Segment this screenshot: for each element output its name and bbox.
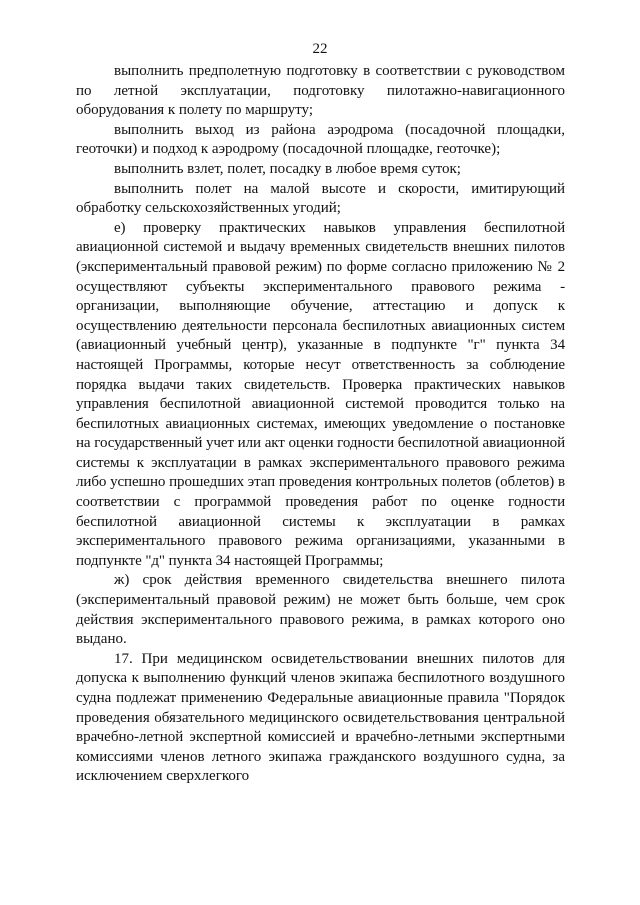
paragraph-item-e-skills-check: е) проверку практических навыков управления беспилотной авиационной системой и выдачу временных свидетельств внешних пилотов (экспериментальный правовой режим) по форме согласно приложению № 2 осуществляют субъекты экспериментального правового режима - организации, выполняющие обучение, аттестацию и допуск к осуществлению деятельности персонала беспилотных авиационных систем (авиационный учебный центр), указанные в подпункте "г" пункта 34 настоящей Программы, которые несут ответственность за соблюдение порядка выдачи таких свидетельств. Проверка практических навыков управления беспилотной авиационной системой проводится только на беспилотных авиационных системах, имеющих уведомление о постановке на государственный учет или акт оценки годности беспилотной авиационной системы к эксплуатации в рамках экспериментального правового режима либо успешно прошедших этап проведения контрольных полетов (облетов) в соответствии с программой проведения работ по оценке годности беспилотной авиационной системы к эксплуатации в рамках экспериментального правового режима организациями, указанными в подпункте "д" пункта 34 настоящей Программы; xyxy=(76,219,565,569)
paragraph-item-zh-certificate-validity: ж) срок действия временного свидетельства внешнего пилота (экспериментальный правовой режим) не может быть больше, чем срок действия экспериментального правового режима, в рамках которого оно выдано. xyxy=(76,572,565,648)
paragraph-low-altitude-flight: выполнить полет на малой высоте и скорости, имитирующий обработку сельскохозяйственных угодий; xyxy=(76,180,565,217)
paragraph-departure-approach: выполнить выход из района аэродрома (посадочной площадки, геоточки) и подход к аэродрому (посадочной площадке, геоточке); xyxy=(76,121,565,158)
paragraph-takeoff-landing: выполнить взлет, полет, посадку в любое время суток; xyxy=(114,160,461,177)
paragraph-section-17-medical: 17. При медицинском освидетельствовании внешних пилотов для допуска к выполнению функций членов экипажа беспилотного воздушного судна подлежат применению Федеральные авиационные правила "Порядок проведения обязательного медицинского освидетельствования центральной врачебно-летной экспертной комиссией и врачебно-летными экспертными комиссиями членов летного экипажа гражданского воздушного судна, за исключением сверхлегкого xyxy=(76,650,565,785)
paragraph-preflight-preparation: выполнить предполетную подготовку в соответствии с руководством по летной эксплуатации, подготовку пилотажно-навигационного оборудования к полету по маршруту; xyxy=(76,63,565,119)
document-body xyxy=(76,62,565,787)
page-number: 22 xyxy=(312,41,328,57)
